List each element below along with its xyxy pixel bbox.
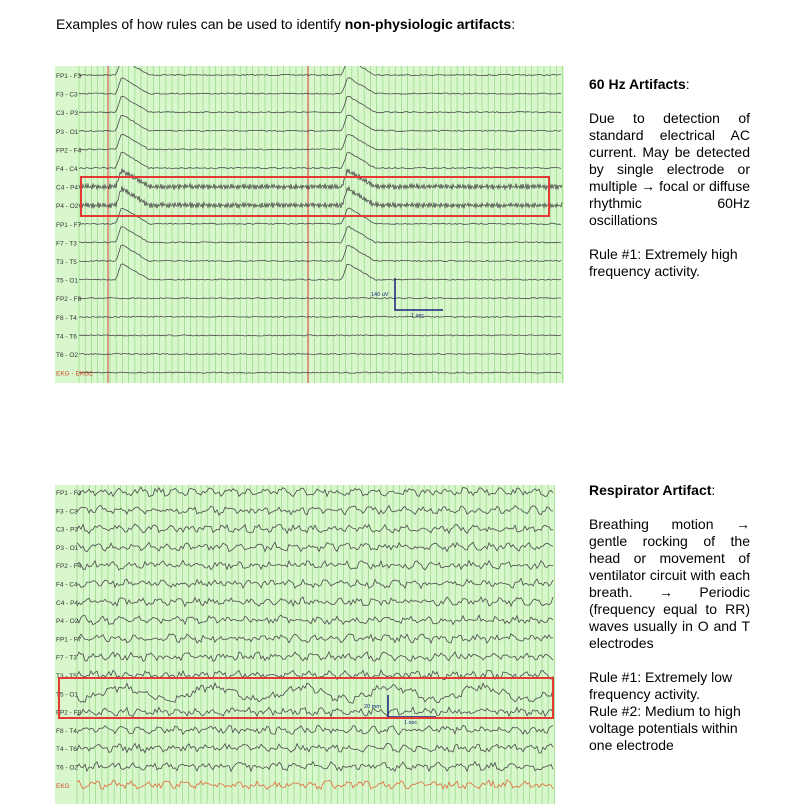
heading-suffix: :: [511, 16, 516, 32]
desc-respirator-title: [589, 482, 750, 499]
channel-label: C3 - P3: [56, 110, 79, 118]
channel-label: T5 - O1: [56, 691, 79, 699]
desc-respirator: [589, 482, 750, 754]
desc-60hz-rule-1: Rule #1: Extremely high frequency activity.: [589, 246, 738, 279]
channel-label: T4 - T6: [56, 333, 77, 341]
channel-label: C3 - P3: [56, 526, 79, 534]
eeg-60hz-panel: [55, 66, 564, 383]
channel-label: F8 - T4: [56, 727, 77, 735]
channel-label: T3 - T5: [56, 673, 77, 680]
scale-time-label: 1 sec: [404, 720, 418, 726]
channel-label: EKG - EKG2: [56, 370, 93, 378]
channel-label: F7 - T3: [56, 240, 77, 248]
channel-label: T6 - O2: [56, 764, 79, 772]
desc-60hz-title-suffix: :: [685, 76, 690, 92]
channel-label: FP2 - F4: [56, 563, 82, 571]
desc-respirator-title-suffix: :: [711, 482, 716, 498]
channel-label: F3 - C3: [56, 91, 78, 99]
eeg-60hz-chart: [55, 66, 564, 383]
channel-label: P3 - O1: [56, 128, 79, 136]
desc-respirator-rule-2: Rule #2: Medium to high voltage potentials within one electrode: [589, 703, 741, 753]
page-heading: [56, 16, 515, 32]
channel-label: T3 - T5: [56, 259, 77, 266]
channel-label: FP1 - F3: [56, 490, 82, 497]
channel-label: F7 - T3: [56, 654, 77, 662]
channel-label: FP2 - F4: [56, 147, 82, 155]
channel-label: F4 - C4: [56, 581, 78, 589]
channel-label: F8 - T4: [56, 314, 77, 322]
scale-voltage-label: 20 mm: [364, 704, 381, 710]
scale-voltage-label: 140 uV: [371, 292, 389, 298]
channel-label: T6 - O2: [56, 352, 79, 359]
heading-bold: non-physiologic artifacts: [344, 16, 512, 32]
channel-label: P3 - O1: [56, 544, 79, 552]
desc-60hz-text: Due to detection of standard electrical AC current. May be detected by single electrode or multiple → focal or diffuse rhythmic 60Hz oscillations: [589, 110, 750, 228]
channel-label: EKG: [56, 782, 70, 790]
channel-label: FP1 - F3: [56, 73, 82, 80]
eeg-respirator-panel: [55, 485, 555, 804]
scale-time-label: 1 sec: [411, 313, 425, 319]
desc-respirator-title-text: Respirator Artifact: [589, 482, 712, 498]
channel-label: FP1 - F7: [56, 221, 82, 229]
heading-prefix: Examples of how rules can be used to identify: [56, 16, 345, 32]
desc-60hz-title: [589, 76, 750, 93]
desc-respirator-text: Breathing motion → gentle rocking of the head or movement of ventilator circuit with each breath. → Periodic (frequency equal to RR) waves usually in O and T electrodes: [589, 516, 750, 651]
channel-label: T4 - T6: [56, 746, 77, 754]
desc-60hz-title-text: 60 Hz Artifacts: [589, 76, 686, 92]
channel-label: FP2 - F8: [56, 709, 82, 717]
channel-label: FP1 - F7: [56, 636, 82, 644]
desc-60hz: [589, 76, 750, 280]
channel-label: C4 - P4: [56, 599, 79, 607]
eeg-respirator-chart: [55, 485, 555, 804]
channel-label: T5 - O1: [56, 277, 79, 285]
desc-respirator-rule-1: Rule #1: Extremely low frequency activity.: [589, 669, 733, 702]
channel-label: F4 - C4: [56, 166, 78, 173]
channel-label: FP2 - F8: [56, 296, 82, 304]
channel-label: F3 - C3: [56, 508, 78, 516]
channel-label: C4 - P4: [56, 184, 79, 192]
channel-label: P4 - O2: [56, 203, 79, 211]
channel-label: P4 - O2: [56, 618, 79, 626]
